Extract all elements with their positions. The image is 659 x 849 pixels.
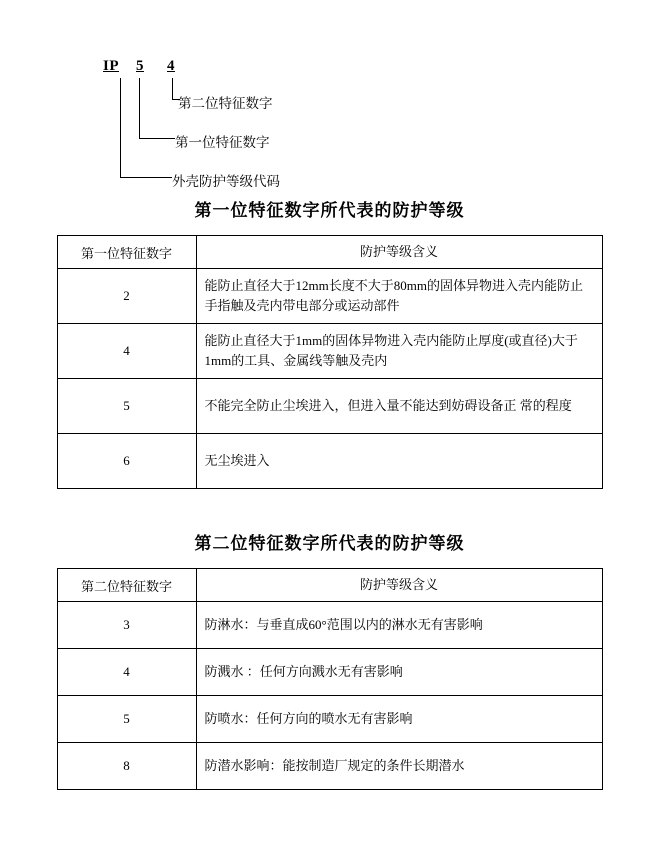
table-second-digit xyxy=(57,568,603,790)
cell-description: 防潜水影响：能按制造厂规定的条件长期潜水 xyxy=(196,743,602,790)
table-row xyxy=(57,743,602,790)
leader-line-code-horizontal xyxy=(120,177,172,178)
cell-number: 5 xyxy=(57,379,196,434)
table-row xyxy=(57,379,602,434)
ip-first-digit-label: 5 xyxy=(136,58,144,74)
cell-number: 6 xyxy=(57,434,196,489)
header-cell-number: 第二位特征数字 xyxy=(57,569,196,602)
leader-line-first-horizontal xyxy=(139,138,175,139)
cell-description: 无尘埃进入 xyxy=(196,434,602,489)
table-header-row xyxy=(57,236,602,269)
table-row xyxy=(57,324,602,379)
leader-line-code-vertical xyxy=(120,78,121,178)
cell-number: 3 xyxy=(57,602,196,649)
header-cell-description: 防护等级含义 xyxy=(196,569,602,602)
cell-number: 2 xyxy=(57,269,196,324)
header-cell-number: 第一位特征数字 xyxy=(57,236,196,269)
leader-line-first-vertical xyxy=(139,78,140,139)
table-row xyxy=(57,434,602,489)
leader-label-code: 外壳防护等级代码 xyxy=(172,174,280,189)
table-row xyxy=(57,269,602,324)
table-header-row xyxy=(57,569,602,602)
table-block-first-digit xyxy=(0,235,659,489)
ip-code-diagram xyxy=(0,0,659,189)
section-title-first-digit: 第一位特征数字所代表的防护等级 xyxy=(194,201,465,220)
leader-label-first-digit: 第一位特征数字 xyxy=(175,135,270,150)
leader-line-second-vertical xyxy=(172,78,173,100)
section-title-second-digit: 第二位特征数字所代表的防护等级 xyxy=(194,534,465,554)
cell-number: 4 xyxy=(57,324,196,379)
table-row xyxy=(57,602,602,649)
cell-description: 防喷水：任何方向的喷水无有害影响 xyxy=(196,696,602,743)
table-row xyxy=(57,649,602,696)
table-row xyxy=(57,696,602,743)
table-first-digit xyxy=(57,235,603,489)
leader-label-second-digit: 第二位特征数字 xyxy=(178,96,273,111)
cell-description: 能防止直径大于12mm长度不大于80mm的固体异物进入壳内能防止手指触及壳内带电部分或运动部件 xyxy=(196,269,602,324)
cell-number: 8 xyxy=(57,743,196,790)
header-cell-description: 防护等级含义 xyxy=(196,236,602,269)
ip-prefix-label: IP xyxy=(103,58,119,74)
cell-description: 能防止直径大于1mm的固体异物进入壳内能防止厚度(或直径)大于1mm的工具、金属线等触及壳内 xyxy=(196,324,602,379)
cell-number: 5 xyxy=(57,696,196,743)
cell-number: 4 xyxy=(57,649,196,696)
cell-description: 不能完全防止尘埃进入，但进入量不能达到妨碍设备正 常的程度 xyxy=(196,379,602,434)
cell-description: 防溅水 ：任何方向溅水无有害影响 xyxy=(196,649,602,696)
ip-second-digit-label: 4 xyxy=(167,58,175,74)
cell-description: 防淋水：与垂直成60°范围以内的淋水无有害影响 xyxy=(196,602,602,649)
table-block-second-digit xyxy=(0,568,659,790)
